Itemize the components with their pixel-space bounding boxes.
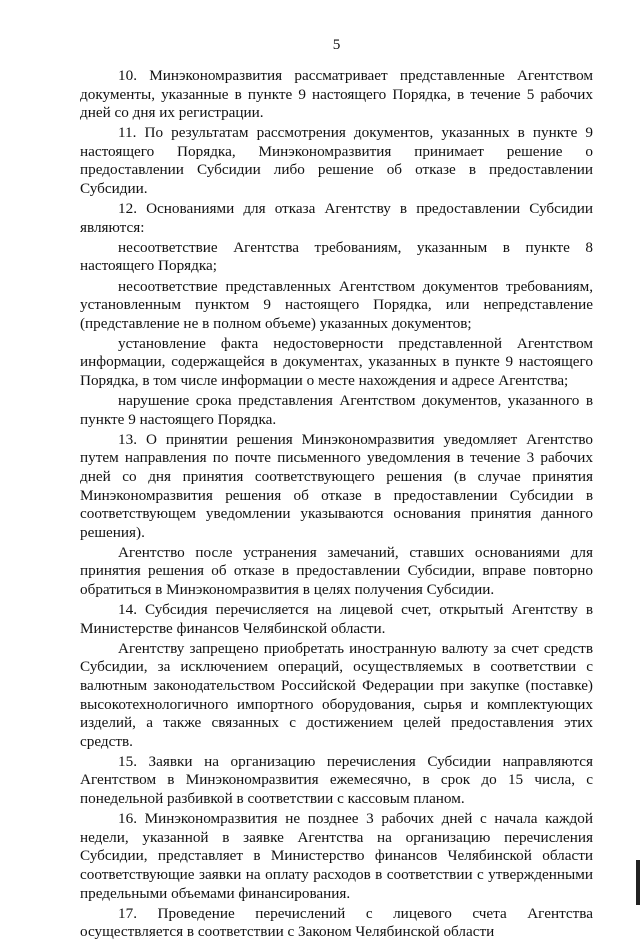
paragraph-12: 12. Основаниями для отказа Агентству в предоставлении Субсидии являются: — [80, 200, 593, 236]
paragraph-12-item-4: нарушение срока представления Агентством документов, указанного в пункте 9 настоящего Порядка. — [80, 392, 593, 428]
paragraph-14-continued: Агентству запрещено приобретать иностранную валюту за счет средств Субсидии, за исключением операций, осуществляемых в соответствии с валютным законодательством Российской Федерации при закупке (поставке) высокотехнологичного импортного оборудования, сырья и комплектующих изделий, а также связанных с достижением целей предоставления этих средств. — [80, 639, 593, 750]
document-page — [80, 0, 593, 943]
paragraph-12-item-1: несоответствие Агентства требованиям, указанным в пункте 8 настоящего Порядка; — [80, 238, 593, 275]
scan-edge-mark — [636, 860, 640, 905]
page-number: 5 — [332, 36, 341, 53]
paragraph-14: 14. Субсидия перечисляется на лицевой счет, открытый Агентству в Министерстве финансов Челябинской области. — [80, 601, 593, 637]
paragraph-10: 10. Минэкономразвития рассматривает представленные Агентством документы, указанные в пункте 9 настоящего Порядка, в течение 5 рабочих дней со дня их регистрации. — [80, 67, 593, 122]
paragraph-13: 13. О принятии решения Минэкономразвития уведомляет Агентство путем направления по почте письменного уведомления в течение 3 рабочих дней со дня принятия соответствующего решения (в случае принятия Минэкономразвития решения об отказе в предоставлении Субсидии в соответствующем уведомлении указываются основания принятия данного решения). — [80, 430, 593, 541]
paragraph-15: 15. Заявки на организацию перечисления Субсидии направляются Агентством в Минэкономразвития ежемесячно, в срок до 15 числа, с понедельной разбивкой в соответствии с кассовым планом. — [80, 752, 593, 808]
paragraph-16: 16. Минэкономразвития не позднее 3 рабочих дней с начала каждой недели, указанной в заявке Агентства на организацию перечисления Субсидии, представляет в Министерство финансов Челябинской области соответствующие заявки на оплату расходов в соответствии с утвержденными предельными объемами финансирования. — [80, 810, 593, 902]
paragraph-17: 17. Проведение перечислений с лицевого счета Агентства осуществляется в соответствии с Законом Челябинской области — [80, 904, 593, 941]
paragraph-13-continued: Агентство после устранения замечаний, ставших основаниями для принятия решения об отказе в предоставлении Субсидии, вправе повторно обратиться в Минэкономразвития в целях получения Субсидии. — [80, 543, 593, 599]
paragraph-11: 11. По результатам рассмотрения документов, указанных в пункте 9 настоящего Порядка, Минэкономразвития принимает решение о предоставлении Субсидии либо решение об отказе в предоставлении Субсидии. — [80, 124, 593, 198]
paragraph-12-item-2: несоответствие представленных Агентством документов требованиям, установленным пунктом 9 настоящего Порядка, или непредставление (представление не в полном объеме) указанных документов; — [80, 277, 593, 332]
paragraph-12-item-3: установление факта недостоверности представленной Агентством информации, содержащейся в документах, указанных в пункте 9 настоящего Порядка, в том числе информации о месте нахождения и адресе Агентства; — [80, 334, 593, 389]
